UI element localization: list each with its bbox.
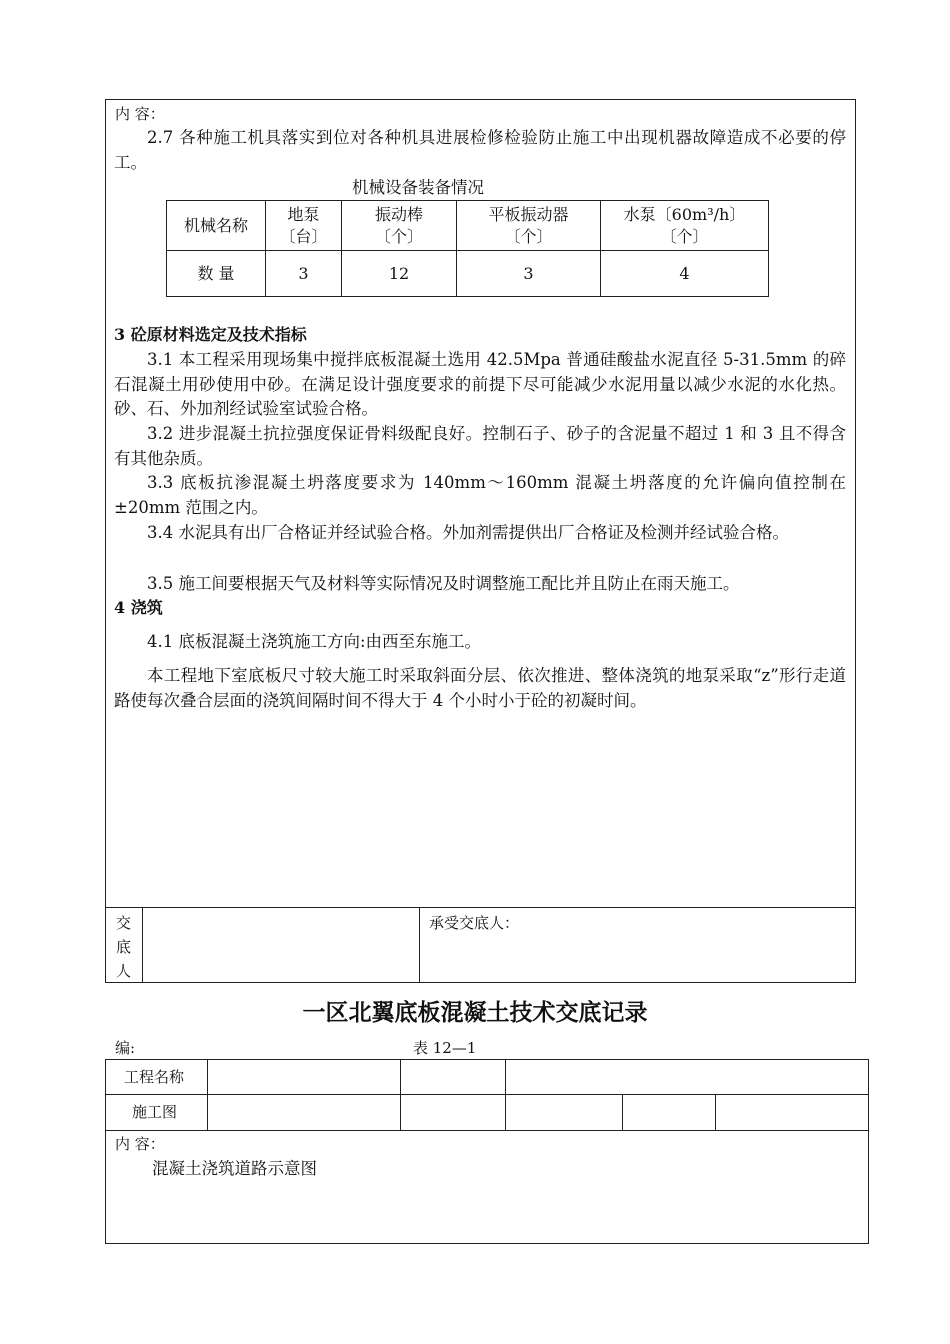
equip-header-waterpump: 水泵〔60m³/h〕 〔个〕 <box>601 201 769 251</box>
grid-col-3 <box>505 1059 506 1131</box>
footer-char-ren: 人 <box>116 962 132 980</box>
para-4-1: 4.1 底板混凝土浇筑施工方向:由西至东施工。 <box>147 632 482 651</box>
page2-content-frame <box>105 1130 869 1244</box>
footer-char-jiao: 交 <box>116 914 132 932</box>
para-3-3: 3.3 底板抗渗混凝土坍落度要求为 140mm～160mm 混凝土坍落度的允许偏向值控制在±20mm 范围之内。 <box>114 473 846 517</box>
para-3-5: 3.5 施工间要根据天气及材料等实际情况及时调整施工配比并且防止在雨天施工。 <box>147 574 740 593</box>
equipment-table-caption: 机械设备装备情况 <box>352 178 484 197</box>
footer-char-di: 底 <box>116 938 132 956</box>
diagram-caption: 混凝土浇筑道路示意图 <box>152 1159 317 1178</box>
page2-title: 一区北翼底板混凝土技术交底记录 <box>302 1000 648 1026</box>
footer-col-line-2 <box>419 907 420 983</box>
page2-header-grid <box>105 1059 869 1131</box>
equip-row-waterpump: 4 <box>601 251 769 297</box>
footer-col-line-1 <box>142 907 143 983</box>
equipment-table <box>166 200 769 297</box>
receiver-label: 承受交底人： <box>429 914 520 932</box>
equip-row-vibrator: 12 <box>342 251 457 297</box>
bian-label: 编: <box>115 1039 136 1057</box>
equip-header-vibrator: 振动棒 〔个〕 <box>342 201 457 251</box>
drawing-label: 施工图 <box>132 1103 178 1121</box>
page2-content-label: 内 容： <box>115 1135 165 1153</box>
section-4-heading: 4 浇筑 <box>114 598 163 617</box>
equip-header-plate: 平板振动器 〔个〕 <box>457 201 601 251</box>
footer-top-line <box>105 907 856 908</box>
equip-header-pump: 地泵 〔台〕 <box>266 201 342 251</box>
project-name-label: 工程名称 <box>124 1068 185 1086</box>
equip-row-plate: 3 <box>457 251 601 297</box>
para-2-7: 2.7 各种施工机具落实到位对各种机具进展检修检验防止施工中出现机器故障造成不必要的停工。 <box>114 128 846 172</box>
equip-row-pump: 3 <box>266 251 342 297</box>
grid-row-line <box>105 1094 869 1095</box>
para-4-body: 本工程地下室底板尺寸较大施工时采取斜面分层、依次推进、整体浇筑的地泵采取“z”形行走道路使每次叠合层面的浇筑间隔时间不得大于 4 个小时小于砼的初凝时间。 <box>114 666 846 710</box>
grid-col-1 <box>207 1059 208 1131</box>
grid-col-4 <box>622 1094 623 1131</box>
para-3-4: 3.4 水泥具有出厂合格证并经试验合格。外加剂需提供出厂合格证及检测并经试验合格。 <box>147 523 789 542</box>
para-3-1: 3.1 本工程采用现场集中搅拌底板混凝土选用 42.5Mpa 普通硅酸盐水泥直径 5-31.5mm 的碎石混凝土用砂使用中砂。在满足设计强度要求的前提下尽可能减少水泥用量以减少水泥的水化热。砂、石、外加剂经试验室试验合格。 <box>114 350 846 418</box>
section-3-heading: 3 砼原材料选定及技术指标 <box>114 325 307 344</box>
form-number: 表 12—1 <box>413 1039 477 1057</box>
equip-row-label: 数 量 <box>167 251 266 297</box>
para-3-2: 3.2 进步混凝土抗拉强度保证骨料级配良好。控制石子、砂子的含泥量不超过 1 和 3 且不得含有其他杂质。 <box>114 424 846 468</box>
grid-col-5 <box>715 1094 716 1131</box>
grid-col-2 <box>400 1059 401 1131</box>
content-label: 内 容： <box>115 105 165 123</box>
equip-header-name: 机械名称 <box>167 201 266 251</box>
